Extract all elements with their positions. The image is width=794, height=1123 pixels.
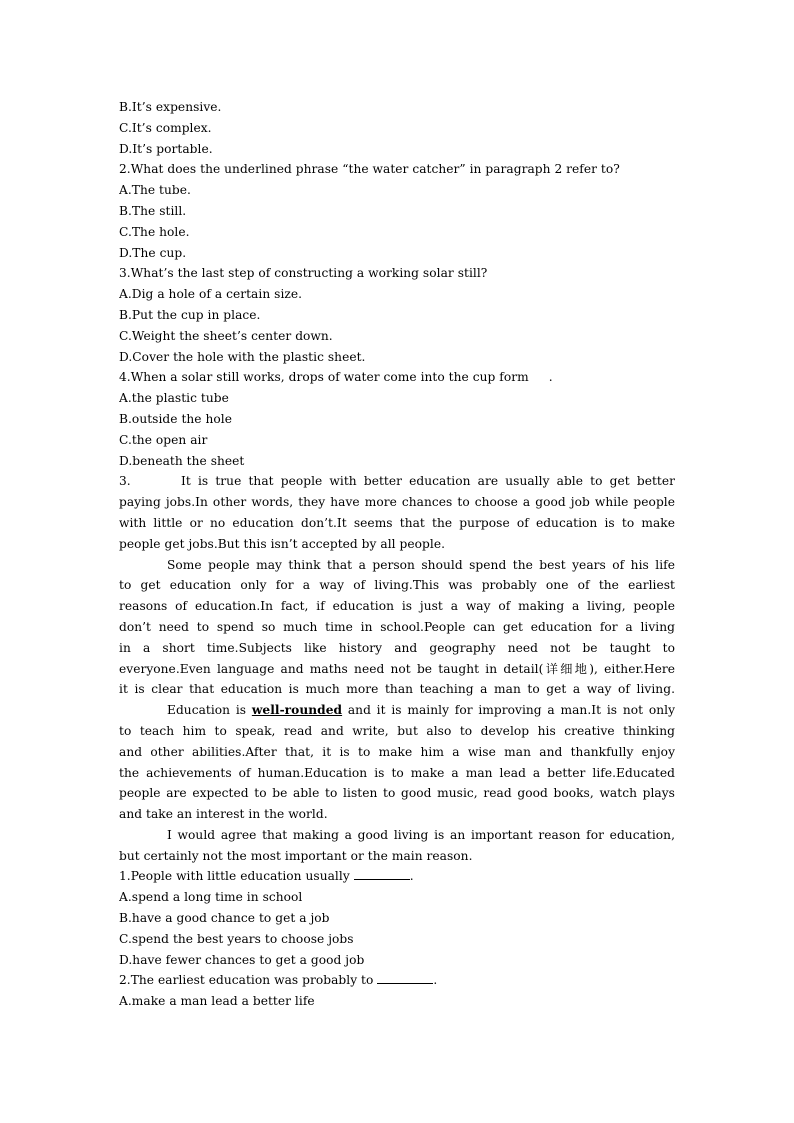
q3-option-c: C.Weight the sheet’s center down.	[119, 328, 333, 343]
passage3-p3-line: to teach him to speak, read and write, but also to develop his creative thinking	[119, 723, 675, 738]
q4-option-c: C.the open air	[119, 432, 208, 447]
q1-option-d: D.It’s portable.	[119, 141, 213, 156]
q2-option-c: C.The hole.	[119, 224, 190, 239]
q4-option-a: A.the plastic tube	[119, 391, 229, 406]
passage3-p1-text: It is true that people with better education are usually able to get better	[181, 474, 675, 489]
passage3-p1-line: with little or no education don’t.It seems that the purpose of education is to make	[119, 515, 675, 530]
p3q1-stem-end: .	[409, 869, 414, 884]
passage3-p2-line: everyone.Even language and maths need not be taught in detail(详细地), either.Here	[119, 661, 675, 676]
passage3-p2-line: to get education only for a way of living.This was probably one of the earliest	[119, 578, 675, 593]
passage3-p2-line: Some people may think that a person should spend the best years of his life	[167, 557, 675, 572]
q2-option-b: B.The still.	[119, 203, 187, 218]
p3q2-stem	[119, 970, 675, 991]
p3q1-option-c: C.spend the best years to choose jobs	[119, 931, 354, 946]
passage3-p2-line: don’t need to spend so much time in school.People can get education for a living	[119, 619, 675, 634]
q4-option-d: D.beneath the sheet	[119, 453, 245, 468]
p3q2-stem-text: 2.The earliest education was probably to	[119, 973, 374, 988]
p3q2-option-a: A.make a man lead a better life	[119, 994, 315, 1009]
passage3-p2-line: reasons of education.In fact, if education is just a way of making a living, people	[119, 599, 675, 614]
passage3-p3-pre: Education is	[167, 703, 252, 718]
passage3-p3-line: the achievements of human.Education is to make a man lead a better life.Educated	[119, 765, 675, 780]
passage3-p1-line: paying jobs.In other words, they have more chances to choose a good job while people	[119, 495, 675, 510]
passage3-p3-line: people are expected to be able to listen to good music, read good books, watch plays	[119, 786, 675, 801]
passage3-p3-line: and other abilities.After that, it is to make him a wise man and thankfully enjoy	[119, 744, 675, 759]
passage3-p3-line: and take an interest in the world.	[119, 807, 328, 822]
document-page	[119, 97, 675, 1012]
passage3-p1-line1	[119, 471, 675, 492]
passage3-p2-line: in a short time.Subjects like history and geography need not be taught to	[119, 640, 675, 655]
q2-option-a: A.The tube.	[119, 183, 191, 198]
q4-stem-text: 4.When a solar still works, drops of water come into the cup form	[119, 370, 529, 385]
passage3-p4-line: but certainly not the most important or the main reason.	[119, 848, 473, 863]
p3q2-blank	[377, 971, 433, 984]
p3q2-stem-end: .	[433, 973, 438, 988]
q3-option-b: B.Put the cup in place.	[119, 307, 261, 322]
q2-option-d: D.The cup.	[119, 245, 187, 260]
p3q1-stem-text: 1.People with little education usually	[119, 869, 350, 884]
q4-stem-end: .	[548, 370, 553, 385]
passage3-p3-post: and it is mainly for improving a man.It is not only	[342, 703, 675, 718]
passage3-p3-line1	[119, 700, 675, 721]
q3-stem: 3.What’s the last step of constructing a working solar still?	[119, 266, 488, 281]
underlined-phrase: well-rounded	[251, 703, 343, 718]
passage3-p1-line: people get jobs.But this isn’t accepted by all people.	[119, 536, 446, 551]
passage3-p2-line: it is clear that education is much more than teaching a man to get a way of living.	[119, 682, 675, 697]
p3q1-option-a: A.spend a long time in school	[119, 890, 303, 905]
q2-stem: 2.What does the underlined phrase “the water catcher” in paragraph 2 refer to?	[119, 162, 620, 177]
q1-option-b: B.It’s expensive.	[119, 100, 222, 114]
p3q1-stem	[119, 866, 675, 887]
p3q1-option-b: B.have a good chance to get a job	[119, 911, 330, 926]
q1-option-c: C.It’s complex.	[119, 120, 212, 135]
q3-option-a: A.Dig a hole of a certain size.	[119, 287, 303, 302]
q3-option-d: D.Cover the hole with the plastic sheet.	[119, 349, 366, 364]
q4-option-b: B.outside the hole	[119, 411, 232, 426]
passage3-p4-line: I would agree that making a good living is an important reason for education,	[167, 827, 675, 842]
q4-stem	[119, 367, 675, 388]
p3q1-option-d: D.have fewer chances to get a good job	[119, 952, 365, 967]
passage3-number: 3.	[119, 474, 131, 489]
p3q1-blank	[354, 867, 410, 880]
